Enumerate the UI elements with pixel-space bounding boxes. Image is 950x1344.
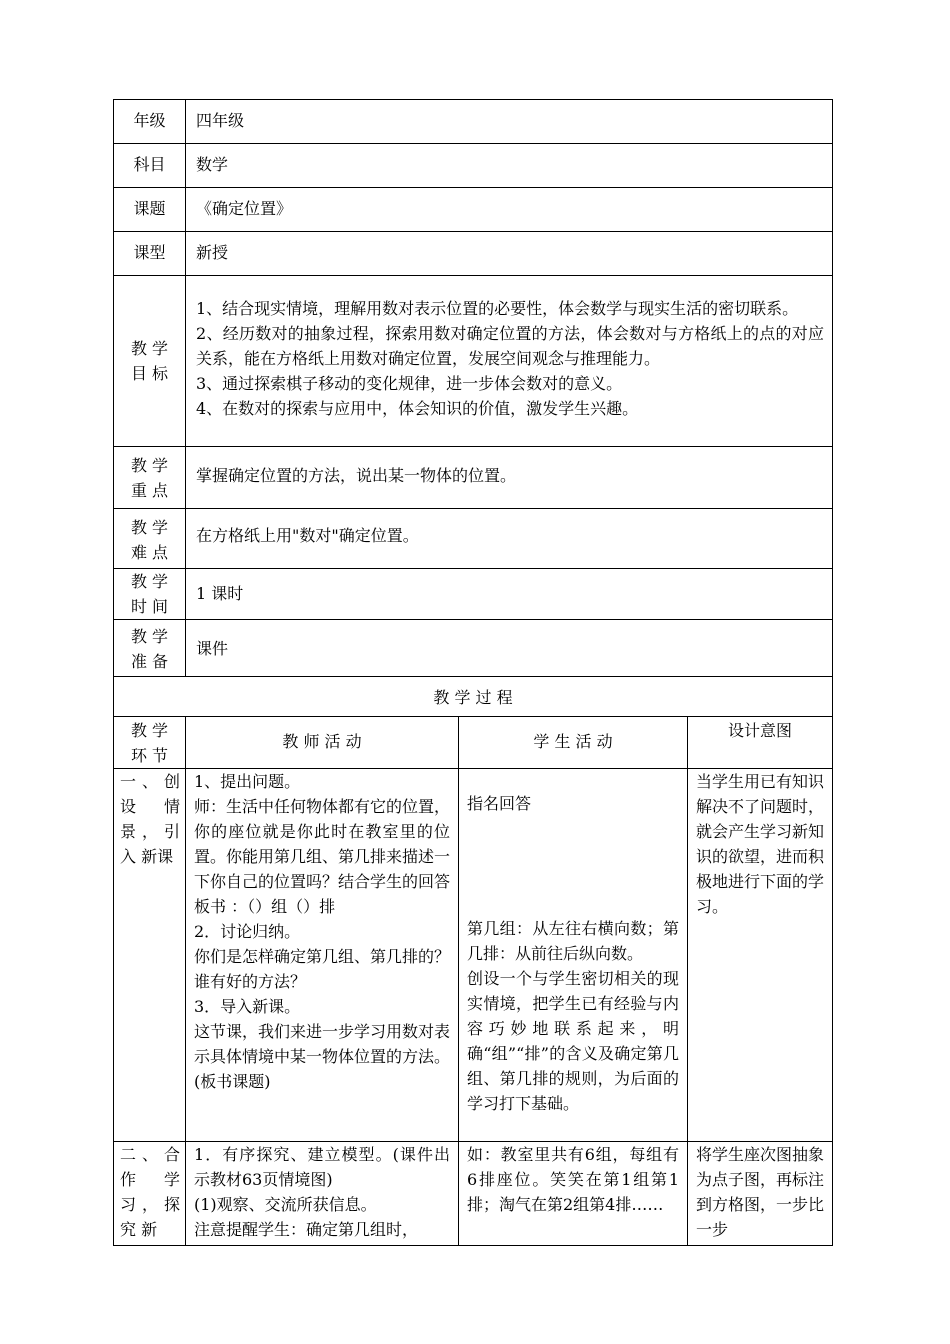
difficulty-value: 在方格纸上用"数对"确定位置。 — [186, 509, 833, 569]
objectives-label: 教 学 目 标 — [114, 276, 186, 447]
process-row — [114, 769, 833, 1142]
stage-cell: 二、合作 学习，探究 新 — [114, 1142, 186, 1246]
student-cell: 指名回答 第几组：从左往右横向数；第几排：从前往后纵向数。 创设一个与学生密切相关的现实情境，把学生已有经验与内容巧妙地联系起来，明确“组”“排”的含义及确定第几组、第几排的规则，为后面的学习打下基础。 — [459, 769, 688, 1142]
info-row-topic — [114, 188, 833, 232]
info-row-subject — [114, 144, 833, 188]
header-student: 学 生 活 动 — [459, 717, 688, 769]
objective-item: 2、经历数对的抽象过程，探索用数对确定位置的方法，体会数对与方格纸上的点的对应关系，能在方格纸上用数对确定位置，发展空间观念与推理能力。 — [196, 324, 825, 368]
preparation-value: 课件 — [186, 620, 833, 677]
stage-cell: 一、创设 情景，引入 新课 — [114, 769, 186, 1142]
time-row — [114, 569, 833, 620]
key-point-value: 掌握确定位置的方法，说出某一物体的位置。 — [186, 447, 833, 509]
difficulty-label: 教 学 难 点 — [114, 509, 186, 569]
info-row-grade — [114, 100, 833, 144]
objective-item: 1、结合现实情境，理解用数对表示位置的必要性，体会数学与现实生活的密切联系。 — [196, 299, 799, 318]
header-teacher: 教 师 活 动 — [186, 717, 459, 769]
difficulty-row — [114, 509, 833, 569]
type-value: 新授 — [186, 232, 833, 276]
time-label: 教 学 时 间 — [114, 569, 186, 620]
subject-label: 科目 — [114, 144, 186, 188]
lesson-plan-table — [113, 99, 833, 1246]
teacher-cell: 1、提出问题。 师：生活中任何物体都有它的位置，你的座位就是你此时在教室里的位置。你能用第几组、第几排来描述一下你自己的位置吗？结合学生的回答板书 ：（）组（）排 2．讨论归纳。 你们是怎样确定第几组、第几排的？谁有好的方法？ 3．导入新课。 这节课，我们来进一步学习用数对表示具体情境中某一物体位置的方法。(板书课题) — [186, 769, 459, 1142]
preparation-label: 教 学 准 备 — [114, 620, 186, 677]
objectives-row — [114, 276, 833, 447]
process-header-row — [114, 717, 833, 769]
grade-value: 四年级 — [186, 100, 833, 144]
type-label: 课型 — [114, 232, 186, 276]
info-row-type — [114, 232, 833, 276]
grade-label: 年级 — [114, 100, 186, 144]
intent-cell: 将学生座次图抽象为点子图，再标注到方格图，一步比一步 — [688, 1142, 833, 1246]
subject-value: 数学 — [186, 144, 833, 188]
time-value: 1 课时 — [186, 569, 833, 620]
student-cell: 如：教室里共有6组，每组有6排座位。笑笑在第1组第1排；淘气在第2组第4排…… — [459, 1142, 688, 1246]
key-point-label: 教 学 重 点 — [114, 447, 186, 509]
intent-cell: 当学生用已有知识解决不了问题时，就会产生学习新知识的欲望，进而积极地进行下面的学习。 — [688, 769, 833, 1142]
header-stage: 教 学 环 节 — [114, 717, 186, 769]
topic-value: 《确定位置》 — [186, 188, 833, 232]
header-intent: 设计意图 — [688, 717, 833, 769]
teacher-cell: 1．有序探究、建立模型。(课件出示教材63页情境图) (1)观察、交流所获信息。 注意提醒学生：确定第几组时， — [186, 1142, 459, 1246]
key-point-row — [114, 447, 833, 509]
process-title-row — [114, 677, 833, 717]
process-title: 教 学 过 程 — [114, 677, 833, 717]
objectives-content — [186, 276, 833, 447]
objective-item: 3、通过探索棋子移动的变化规律，进一步体会数对的意义。 — [196, 374, 623, 393]
process-row — [114, 1142, 833, 1246]
topic-label: 课题 — [114, 188, 186, 232]
objective-item: 4、在数对的探索与应用中，体会知识的价值，激发学生兴趣。 — [196, 399, 639, 418]
preparation-row — [114, 620, 833, 677]
